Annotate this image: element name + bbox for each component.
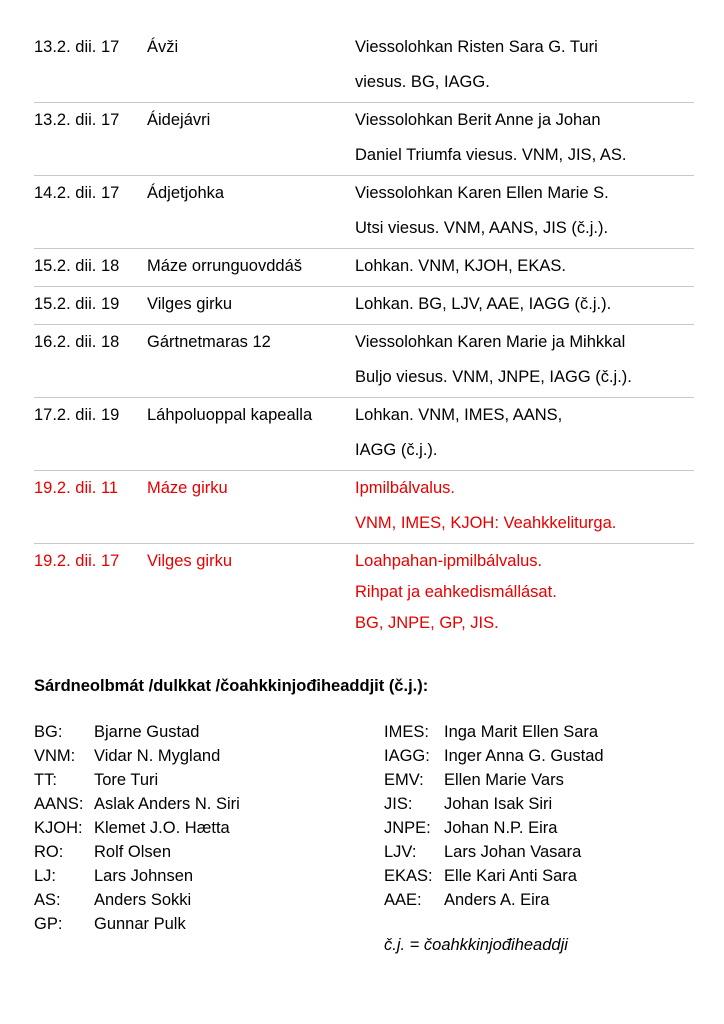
schedule-description: [355, 254, 694, 278]
schedule-row: [34, 325, 694, 398]
schedule-description-line: Viessolohkan Berit Anne ja Johan: [355, 111, 601, 129]
schedule-datetime: 17.2. dii. 19: [34, 406, 120, 424]
legend-item: [34, 864, 240, 888]
legend-abbreviation: VNM:: [34, 747, 76, 765]
schedule-datetime: 16.2. dii. 18: [34, 333, 120, 351]
legend-name: Inga Marit Ellen Sara: [444, 723, 599, 741]
legend-abbreviation: LJ:: [34, 867, 57, 885]
legend-abbreviation: IMES:: [384, 723, 429, 741]
schedule-description-line: Lohkan. VNM, KJOH, EKAS.: [355, 257, 566, 275]
schedule-place: Vilges girku: [147, 295, 232, 313]
legend-name: Rolf Olsen: [94, 843, 172, 861]
schedule-description: [355, 108, 694, 167]
legend-abbreviation: BG:: [34, 723, 63, 741]
schedule-place: Máze girku: [147, 479, 228, 497]
schedule-description-line: Ipmilbálvalus.: [355, 479, 455, 497]
legend-right-column: [384, 720, 604, 912]
legend-abbreviation: EKAS:: [384, 867, 433, 885]
legend-item: [34, 888, 240, 912]
legend-item: [34, 744, 240, 768]
schedule-description: [355, 403, 694, 462]
schedule-place: Láhpoluoppal kapealla: [147, 406, 313, 424]
schedule-row: [34, 544, 694, 643]
schedule-description-line: BG, JNPE, GP, JIS.: [355, 614, 499, 632]
legend-item: [34, 912, 240, 936]
legend-item: [34, 720, 240, 744]
schedule-description: [355, 35, 694, 94]
schedule-place: Vilges girku: [147, 552, 232, 570]
schedule-description-line: Daniel Triumfa viesus. VNM, JIS, AS.: [355, 146, 627, 164]
schedule-table: [34, 30, 694, 643]
legend-name: Klemet J.O. Hætta: [94, 819, 230, 837]
legend-left-column: [34, 720, 240, 936]
legend-item: [34, 840, 240, 864]
legend-item: [34, 792, 240, 816]
legend-item: [384, 888, 604, 912]
legend-abbreviation: AANS:: [34, 795, 84, 813]
schedule-row: [34, 176, 694, 249]
legend-abbreviation: EMV:: [384, 771, 424, 789]
schedule-place: Áidejávri: [147, 111, 211, 129]
schedule-row: [34, 471, 694, 544]
legend-item: [34, 768, 240, 792]
legend-name: Ellen Marie Vars: [444, 771, 564, 789]
schedule-description-line: Viessolohkan Karen Ellen Marie S.: [355, 184, 609, 202]
schedule-description-line: Lohkan. VNM, IMES, AANS,: [355, 406, 563, 424]
schedule-row: [34, 287, 694, 325]
legend-name: Vidar N. Mygland: [94, 747, 221, 765]
legend-name: Aslak Anders N. Siri: [94, 795, 240, 813]
legend-item: [384, 864, 604, 888]
schedule-row: [34, 398, 694, 471]
legend-item: [384, 816, 604, 840]
schedule-row: [34, 103, 694, 176]
legend-title: Sárdneolbmát /dulkkat /čoahkkinjođiheaddjit (č.j.):: [34, 677, 429, 695]
schedule-datetime: 19.2. dii. 11: [34, 479, 119, 497]
schedule-datetime: 13.2. dii. 17: [34, 38, 120, 56]
legend-name: Inger Anna G. Gustad: [444, 747, 604, 765]
schedule-row: [34, 30, 694, 103]
schedule-datetime: 14.2. dii. 17: [34, 184, 120, 202]
legend-abbreviation: LJV:: [384, 843, 417, 861]
legend-abbreviation: KJOH:: [34, 819, 83, 837]
schedule-description-line: viesus. BG, IAGG.: [355, 73, 490, 91]
legend-item: [384, 768, 604, 792]
legend-item: [384, 792, 604, 816]
schedule-place: Máze orrunguovddáš: [147, 257, 303, 275]
legend-name: Anders Sokki: [94, 891, 192, 909]
legend-footnote: č.j. = čoahkkinjođiheaddji: [384, 936, 568, 954]
schedule-description-line: Rihpat ja eahkedismállásat.: [355, 583, 557, 601]
schedule-description: [355, 330, 694, 389]
legend-abbreviation: TT:: [34, 771, 57, 789]
legend-name: Lars Johnsen: [94, 867, 194, 885]
schedule-description-line: Lohkan. BG, LJV, AAE, IAGG (č.j.).: [355, 295, 612, 313]
legend-name: Bjarne Gustad: [94, 723, 200, 741]
schedule-description: [355, 292, 694, 316]
legend-abbreviation: IAGG:: [384, 747, 430, 765]
legend-name: Anders A. Eira: [444, 891, 550, 909]
schedule-description: [355, 476, 694, 535]
legend-name: Gunnar Pulk: [94, 915, 186, 933]
schedule-description-line: Viessolohkan Karen Marie ja Mihkkal: [355, 333, 626, 351]
legend-item: [384, 744, 604, 768]
schedule-description-line: Loahpahan-ipmilbálvalus.: [355, 552, 543, 570]
schedule-datetime: 15.2. dii. 19: [34, 295, 120, 313]
legend-abbreviation: GP:: [34, 915, 63, 933]
legend-name: Johan Isak Siri: [444, 795, 553, 813]
legend-name: Lars Johan Vasara: [444, 843, 582, 861]
schedule-place: Ávži: [147, 38, 179, 56]
legend-abbreviation: AAE:: [384, 891, 422, 909]
schedule-datetime: 15.2. dii. 18: [34, 257, 120, 275]
legend-name: Elle Kari Anti Sara: [444, 867, 577, 885]
legend-name: Johan N.P. Eira: [444, 819, 558, 837]
legend-item: [384, 720, 604, 744]
legend-abbreviation: JIS:: [384, 795, 413, 813]
legend-item: [34, 816, 240, 840]
legend-abbreviation: AS:: [34, 891, 61, 909]
schedule-description-line: Viessolohkan Risten Sara G. Turi: [355, 38, 598, 56]
legend-abbreviation: RO:: [34, 843, 64, 861]
legend-name: Tore Turi: [94, 771, 159, 789]
schedule-description-line: VNM, IMES, KJOH: Veahkkeliturga.: [355, 514, 617, 532]
schedule-description-line: IAGG (č.j.).: [355, 441, 438, 459]
schedule-description: [355, 549, 694, 635]
schedule-description-line: Utsi viesus. VNM, AANS, JIS (č.j.).: [355, 219, 609, 237]
schedule-datetime: 13.2. dii. 17: [34, 111, 120, 129]
schedule-description: [355, 181, 694, 240]
legend-abbreviation: JNPE:: [384, 819, 431, 837]
schedule-description-line: Buljo viesus. VNM, JNPE, IAGG (č.j.).: [355, 368, 632, 386]
schedule-place: Gártnetmaras 12: [147, 333, 271, 351]
schedule-row: [34, 249, 694, 287]
legend-item: [384, 840, 604, 864]
schedule-place: Ádjetjohka: [147, 184, 225, 202]
schedule-datetime: 19.2. dii. 17: [34, 552, 120, 570]
